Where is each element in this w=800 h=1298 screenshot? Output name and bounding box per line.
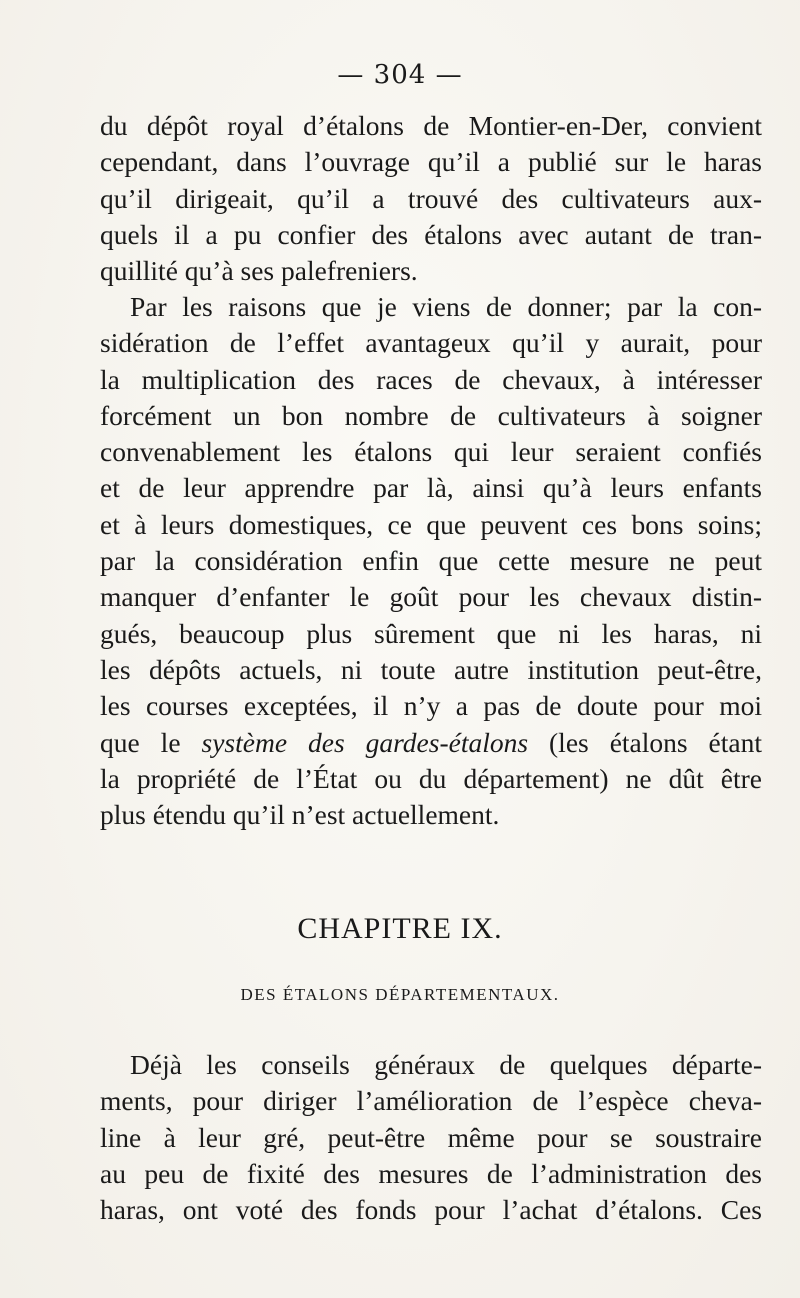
text-line: et à leurs domestiques, ce que peuvent ces bons soins;: [100, 508, 762, 540]
text-line: quels il a pu confier des étalons avec autant de tran-: [100, 218, 762, 250]
chapter-title: CHAPITRE IX.: [297, 912, 503, 945]
text-line: quillité qu’à ses palefreniers.: [100, 255, 418, 287]
text-line: au peu de fixité des mesures de l’administration des: [100, 1157, 762, 1189]
text-line: les courses exceptées, il n’y a pas de doute pour moi: [100, 690, 762, 722]
text-line: gués, beaucoup plus sûrement que ni les haras, ni: [100, 617, 762, 649]
text-fragment: que le: [100, 726, 202, 758]
text-line: plus étendu qu’il n’est actuellement.: [100, 799, 500, 831]
chapter-subtitle: DES ÉTALONS DÉPARTEMENTAUX.: [240, 985, 560, 1004]
text-line: sidération de l’effet avantageux qu’il y aurait, pour: [100, 327, 762, 359]
page-number: — 304 —: [337, 60, 463, 90]
text-line: la propriété de l’État ou du département) ne dût être: [100, 762, 762, 794]
italic-term: système des gardes-étalons: [201, 726, 529, 758]
text-line: ments, pour diriger l’amélioration de l’espèce cheva-: [100, 1085, 762, 1117]
text-line: les dépôts actuels, ni toute autre institution peut-être,: [100, 653, 762, 685]
text-line: forcément un bon nombre de cultivateurs à soigner: [100, 399, 762, 431]
paragraph-3: [100, 1047, 762, 1228]
text-line: qu’il dirigeait, qu’il a trouvé des cultivateurs aux-: [100, 182, 762, 214]
text-line: Déjà les conseils généraux de quelques départe-: [130, 1049, 762, 1080]
text-line: et de leur apprendre par là, ainsi qu’à leurs enfants: [100, 472, 762, 504]
text-line: par la considération enfin que cette mesure ne peut: [100, 545, 762, 577]
text-line: haras, ont voté des fonds pour l’achat d’étalons. Ces: [100, 1194, 762, 1226]
text-line: convenablement les étalons qui leur seraient confiés: [100, 436, 762, 468]
paragraph-2: [100, 289, 762, 833]
text-line-with-italic: [100, 725, 762, 761]
text-line: la multiplication des races de chevaux, à intéresser: [100, 363, 762, 395]
text-line: cependant, dans l’ouvrage qu’il a publié sur le haras: [100, 146, 762, 178]
text-line: Par les raisons que je viens de donner; par la con-: [130, 291, 762, 322]
text-line: du dépôt royal d’étalons de Montier-en-Der, convient: [100, 110, 762, 141]
paragraph-1: [100, 108, 762, 289]
text-line: line à leur gré, peut-être même pour se soustraire: [100, 1121, 762, 1153]
text-fragment: (les étalons étant: [528, 726, 763, 758]
text-line: manquer d’enfanter le goût pour les chevaux distin-: [100, 581, 762, 613]
